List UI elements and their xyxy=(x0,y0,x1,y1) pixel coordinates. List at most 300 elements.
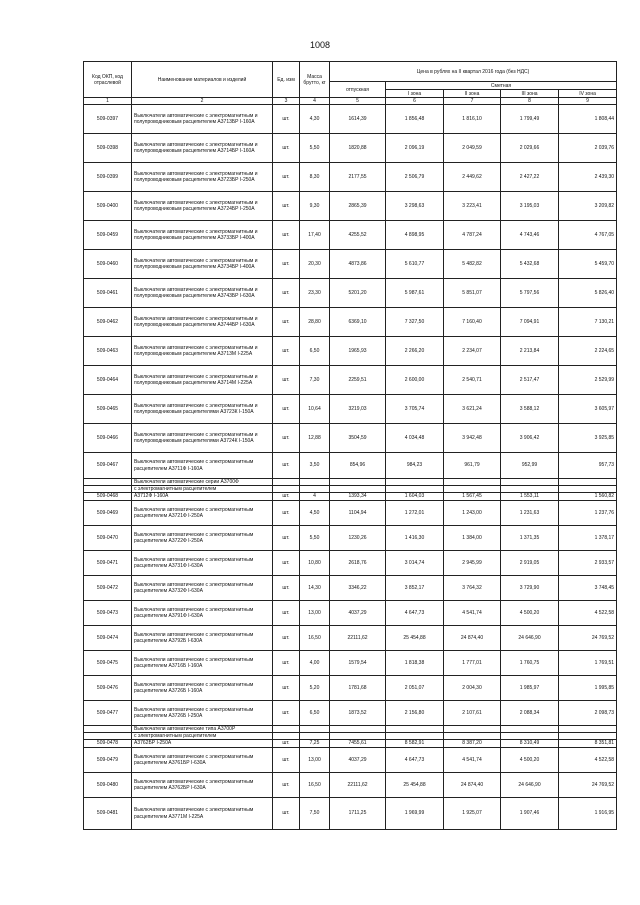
cell-unit: шт. xyxy=(273,601,300,626)
cell-zone-3: 7 094,91 xyxy=(501,308,559,337)
cell-zone-1: 3 014,74 xyxy=(386,551,444,576)
cell-release-price: 1104,94 xyxy=(330,501,386,526)
cell-mass: 4,50 xyxy=(300,501,330,526)
cell-name: Выключатели автоматические с электромагнитным и полупроводниковым расцепителем А3724БР I-250А xyxy=(132,192,273,221)
cell-unit: шт. xyxy=(273,676,300,701)
column-number: 2 xyxy=(132,98,273,105)
cell-zone-2: 5 851,07 xyxy=(444,279,501,308)
cell-mass: 6,50 xyxy=(300,701,330,726)
cell-zone-2: 2 234,07 xyxy=(444,337,501,366)
cell-zone-2: 1 777,01 xyxy=(444,651,501,676)
cell-mass: 7,30 xyxy=(300,366,330,395)
header-code: Код ОКП, код отраслевой xyxy=(84,62,132,98)
cell-zone-2: 1 567,45 xyxy=(444,493,501,501)
section-heading: с электромагнитным расцепителем xyxy=(132,733,273,740)
empty-cell xyxy=(559,733,617,740)
column-number: 5 xyxy=(330,98,386,105)
cell-zone-3: 2 213,84 xyxy=(501,337,559,366)
empty-cell xyxy=(501,733,559,740)
table-row xyxy=(84,308,617,337)
cell-code: 509-0474 xyxy=(84,626,132,651)
cell-zone-3: 1 553,11 xyxy=(501,493,559,501)
cell-release-price: 1230,26 xyxy=(330,526,386,551)
cell-code: 509-0463 xyxy=(84,337,132,366)
empty-cell xyxy=(330,486,386,493)
cell-zone-2: 8 387,20 xyxy=(444,740,501,748)
cell-unit: шт. xyxy=(273,526,300,551)
table-row xyxy=(84,192,617,221)
cell-zone-4: 957,73 xyxy=(559,453,617,479)
empty-cell xyxy=(386,486,444,493)
cell-zone-2: 4 541,74 xyxy=(444,748,501,773)
cell-name: Выключатели автоматические с электромагнитным и полупроводниковым расцепителями А3724К I-150А xyxy=(132,424,273,453)
cell-zone-2: 3 764,32 xyxy=(444,576,501,601)
cell-zone-4: 8 351,81 xyxy=(559,740,617,748)
cell-unit: шт. xyxy=(273,798,300,830)
cell-release-price: 4037,29 xyxy=(330,601,386,626)
cell-zone-1: 2 096,19 xyxy=(386,134,444,163)
cell-mass: 3,50 xyxy=(300,453,330,479)
column-number: 9 xyxy=(559,98,617,105)
cell-zone-2: 1 925,07 xyxy=(444,798,501,830)
cell-zone-4: 4 522,58 xyxy=(559,748,617,773)
cell-zone-2: 1 384,00 xyxy=(444,526,501,551)
cell-unit: шт. xyxy=(273,424,300,453)
cell-release-price: 5201,20 xyxy=(330,279,386,308)
cell-code: 509-0469 xyxy=(84,501,132,526)
cell-zone-1: 2 266,20 xyxy=(386,337,444,366)
cell-name: Выключатели автоматические с электромагнитным расцепителем А3761БР I-630А xyxy=(132,748,273,773)
cell-zone-3: 1 985,97 xyxy=(501,676,559,701)
table-row xyxy=(84,626,617,651)
table-row xyxy=(84,134,617,163)
header-release-price: отпускная xyxy=(330,82,386,98)
cell-code: 509-0460 xyxy=(84,250,132,279)
cell-zone-2: 2 107,61 xyxy=(444,701,501,726)
cell-mass: 17,40 xyxy=(300,221,330,250)
empty-cell xyxy=(559,486,617,493)
cell-zone-1: 2 051,07 xyxy=(386,676,444,701)
cell-release-price: 22111,62 xyxy=(330,773,386,798)
cell-zone-1: 3 298,63 xyxy=(386,192,444,221)
cell-unit: шт. xyxy=(273,279,300,308)
cell-release-price: 4255,52 xyxy=(330,221,386,250)
header-price-group: Цена в рублях на II квартал 2016 года (без НДС) xyxy=(330,62,617,82)
cell-release-price: 1579,54 xyxy=(330,651,386,676)
header-zone-3: III зона xyxy=(501,90,559,98)
empty-cell xyxy=(386,733,444,740)
section-code-cell xyxy=(84,479,132,486)
cell-zone-1: 25 454,88 xyxy=(386,773,444,798)
cell-zone-3: 3 195,03 xyxy=(501,192,559,221)
cell-release-price: 4873,86 xyxy=(330,250,386,279)
section-heading: Выключатели автоматические серии А3700Ф xyxy=(132,479,273,486)
cell-unit: шт. xyxy=(273,105,300,134)
cell-release-price: 7455,61 xyxy=(330,740,386,748)
cell-zone-2: 7 160,40 xyxy=(444,308,501,337)
cell-release-price: 1873,52 xyxy=(330,701,386,726)
column-number: 4 xyxy=(300,98,330,105)
cell-release-price: 6369,10 xyxy=(330,308,386,337)
cell-zone-2: 3 621,24 xyxy=(444,395,501,424)
cell-mass: 13,00 xyxy=(300,748,330,773)
cell-name: Выключатели автоматические с электромагнитным и полупроводниковым расцепителем А3714М I-225А xyxy=(132,366,273,395)
cell-mass: 5,50 xyxy=(300,134,330,163)
cell-zone-4: 7 130,21 xyxy=(559,308,617,337)
empty-cell xyxy=(273,733,300,740)
cell-zone-1: 1 272,01 xyxy=(386,501,444,526)
cell-zone-3: 3 588,12 xyxy=(501,395,559,424)
empty-cell xyxy=(300,733,330,740)
cell-unit: шт. xyxy=(273,453,300,479)
cell-code: 509-0470 xyxy=(84,526,132,551)
cell-mass: 12,88 xyxy=(300,424,330,453)
column-number-row xyxy=(84,98,617,105)
cell-zone-1: 4 034,48 xyxy=(386,424,444,453)
empty-cell xyxy=(300,486,330,493)
table-body xyxy=(84,105,617,830)
cell-zone-4: 1 560,82 xyxy=(559,493,617,501)
cell-zone-3: 24 646,90 xyxy=(501,773,559,798)
cell-zone-1: 2 600,00 xyxy=(386,366,444,395)
section-code-cell xyxy=(84,486,132,493)
cell-release-price: 1820,88 xyxy=(330,134,386,163)
cell-unit: шт. xyxy=(273,134,300,163)
cell-name: Выключатели автоматические с электромагнитным расцепителем А3792Б I-630А xyxy=(132,626,273,651)
table-row xyxy=(84,651,617,676)
empty-cell xyxy=(330,479,386,486)
cell-zone-4: 2 098,73 xyxy=(559,701,617,726)
cell-mass: 4,00 xyxy=(300,651,330,676)
cell-zone-4: 3 925,85 xyxy=(559,424,617,453)
cell-unit: шт. xyxy=(273,748,300,773)
empty-cell xyxy=(501,486,559,493)
empty-cell xyxy=(559,479,617,486)
cell-unit: шт. xyxy=(273,740,300,748)
cell-release-price: 1393,34 xyxy=(330,493,386,501)
cell-release-price: 2259,51 xyxy=(330,366,386,395)
cell-zone-4: 1 237,76 xyxy=(559,501,617,526)
cell-code: 509-0399 xyxy=(84,163,132,192)
page-number: 1008 xyxy=(309,40,331,50)
cell-code: 509-0400 xyxy=(84,192,132,221)
cell-zone-2: 4 541,74 xyxy=(444,601,501,626)
empty-cell xyxy=(444,726,501,733)
column-number: 1 xyxy=(84,98,132,105)
cell-zone-2: 4 787,24 xyxy=(444,221,501,250)
cell-release-price: 3504,59 xyxy=(330,424,386,453)
cell-release-price: 2618,76 xyxy=(330,551,386,576)
cell-name: Выключатели автоматические с электромагнитным расцепителем А3721Ф I-250А xyxy=(132,501,273,526)
cell-zone-4: 3 209,82 xyxy=(559,192,617,221)
cell-unit: шт. xyxy=(273,221,300,250)
cell-mass: 7,25 xyxy=(300,740,330,748)
empty-cell xyxy=(330,733,386,740)
cell-unit: шт. xyxy=(273,501,300,526)
table-row xyxy=(84,798,617,830)
cell-code: 509-0473 xyxy=(84,601,132,626)
header-zone-2: II зона xyxy=(444,90,501,98)
cell-release-price: 22111,62 xyxy=(330,626,386,651)
cell-zone-4: 1 995,85 xyxy=(559,676,617,701)
cell-zone-1: 5 610,77 xyxy=(386,250,444,279)
cell-mass: 8,30 xyxy=(300,163,330,192)
cell-zone-3: 1 231,63 xyxy=(501,501,559,526)
cell-unit: шт. xyxy=(273,366,300,395)
cell-unit: шт. xyxy=(273,163,300,192)
cell-zone-2: 2 945,99 xyxy=(444,551,501,576)
cell-zone-3: 2 427,22 xyxy=(501,163,559,192)
cell-unit: шт. xyxy=(273,701,300,726)
cell-name: А3762БР I-250А xyxy=(132,740,273,748)
empty-cell xyxy=(273,486,300,493)
cell-name: Выключатели автоматические с электромагнитным расцепителем А3722Ф I-250А xyxy=(132,526,273,551)
table-row xyxy=(84,748,617,773)
cell-code: 509-0477 xyxy=(84,701,132,726)
table-row xyxy=(84,501,617,526)
cell-zone-2: 1 243,00 xyxy=(444,501,501,526)
cell-zone-4: 2 529,99 xyxy=(559,366,617,395)
cell-zone-4: 4 767,05 xyxy=(559,221,617,250)
cell-name: Выключатели автоматические с электромагнитным расцепителем А3762БР I-630А xyxy=(132,773,273,798)
cell-mass: 16,50 xyxy=(300,773,330,798)
cell-zone-2: 3 942,48 xyxy=(444,424,501,453)
table-row xyxy=(84,366,617,395)
cell-zone-3: 4 500,20 xyxy=(501,748,559,773)
cell-mass: 14,30 xyxy=(300,576,330,601)
cell-unit: шт. xyxy=(273,395,300,424)
cell-zone-1: 4 898,95 xyxy=(386,221,444,250)
table-row xyxy=(84,773,617,798)
cell-zone-3: 2 029,66 xyxy=(501,134,559,163)
cell-name: Выключатели автоматические с электромагнитным расцепителем А3716Б I-160А xyxy=(132,651,273,676)
cell-code: 509-0397 xyxy=(84,105,132,134)
table-row xyxy=(84,601,617,626)
header-zone-4: IV зона xyxy=(559,90,617,98)
cell-name: Выключатели автоматические с электромагнитным и полупроводниковым расцепителем А3744БР I-630А xyxy=(132,308,273,337)
cell-zone-1: 2 156,80 xyxy=(386,701,444,726)
cell-release-price: 854,96 xyxy=(330,453,386,479)
cell-mass: 5,50 xyxy=(300,526,330,551)
cell-mass: 20,30 xyxy=(300,250,330,279)
cell-code: 509-0476 xyxy=(84,676,132,701)
cell-name: Выключатели автоматические с электромагнитным расцепителем А3731Ф I-630А xyxy=(132,551,273,576)
header-zone-1: I зона xyxy=(386,90,444,98)
cell-code: 509-0481 xyxy=(84,798,132,830)
cell-zone-3: 5 797,56 xyxy=(501,279,559,308)
cell-code: 509-0468 xyxy=(84,493,132,501)
cell-zone-3: 24 646,90 xyxy=(501,626,559,651)
table-header xyxy=(84,62,617,105)
cell-zone-3: 1 760,75 xyxy=(501,651,559,676)
cell-zone-2: 24 874,40 xyxy=(444,626,501,651)
empty-cell xyxy=(444,479,501,486)
table-row xyxy=(84,453,617,479)
empty-cell xyxy=(273,479,300,486)
cell-zone-2: 3 223,41 xyxy=(444,192,501,221)
cell-zone-1: 984,23 xyxy=(386,453,444,479)
section-heading-row xyxy=(84,486,617,493)
cell-zone-4: 24 769,52 xyxy=(559,773,617,798)
column-number: 6 xyxy=(386,98,444,105)
cell-code: 509-0475 xyxy=(84,651,132,676)
table-row xyxy=(84,740,617,748)
cell-zone-1: 1 856,48 xyxy=(386,105,444,134)
cell-zone-1: 3 852,17 xyxy=(386,576,444,601)
column-number: 8 xyxy=(501,98,559,105)
cell-zone-4: 3 748,45 xyxy=(559,576,617,601)
table-row xyxy=(84,424,617,453)
cell-name: Выключатели автоматические с электромагнитным расцепителем А3771М I-225А xyxy=(132,798,273,830)
cell-zone-1: 2 506,79 xyxy=(386,163,444,192)
section-heading-row xyxy=(84,733,617,740)
table-row xyxy=(84,337,617,366)
cell-code: 509-0398 xyxy=(84,134,132,163)
cell-unit: шт. xyxy=(273,337,300,366)
empty-cell xyxy=(444,486,501,493)
cell-unit: шт. xyxy=(273,308,300,337)
cell-mass: 4,30 xyxy=(300,105,330,134)
table-row xyxy=(84,250,617,279)
cell-mass: 7,50 xyxy=(300,798,330,830)
cell-zone-2: 24 874,40 xyxy=(444,773,501,798)
cell-zone-3: 1 907,46 xyxy=(501,798,559,830)
cell-release-price: 3346,22 xyxy=(330,576,386,601)
cell-mass: 4 xyxy=(300,493,330,501)
price-table xyxy=(83,61,617,830)
cell-zone-3: 4 743,46 xyxy=(501,221,559,250)
section-heading: с электромагнитным расцепителем xyxy=(132,486,273,493)
cell-zone-4: 5 826,40 xyxy=(559,279,617,308)
cell-zone-3: 5 432,68 xyxy=(501,250,559,279)
cell-unit: шт. xyxy=(273,250,300,279)
cell-zone-3: 8 310,49 xyxy=(501,740,559,748)
empty-cell xyxy=(300,479,330,486)
header-unit: Ед. изм xyxy=(273,62,300,98)
cell-unit: шт. xyxy=(273,576,300,601)
cell-zone-1: 5 987,61 xyxy=(386,279,444,308)
cell-mass: 23,30 xyxy=(300,279,330,308)
cell-zone-1: 1 604,03 xyxy=(386,493,444,501)
section-heading-row xyxy=(84,479,617,486)
cell-release-price: 1711,25 xyxy=(330,798,386,830)
cell-name: Выключатели автоматические с электромагнитным и полупроводниковым расцепителями А3723К I-150А xyxy=(132,395,273,424)
section-code-cell xyxy=(84,726,132,733)
cell-zone-4: 2 039,76 xyxy=(559,134,617,163)
cell-release-price: 3219,03 xyxy=(330,395,386,424)
table-row xyxy=(84,526,617,551)
cell-mass: 6,50 xyxy=(300,337,330,366)
empty-cell xyxy=(273,726,300,733)
cell-zone-4: 24 769,52 xyxy=(559,626,617,651)
cell-code: 509-0464 xyxy=(84,366,132,395)
table-row xyxy=(84,395,617,424)
cell-zone-1: 8 582,91 xyxy=(386,740,444,748)
empty-cell xyxy=(300,726,330,733)
cell-mass: 28,80 xyxy=(300,308,330,337)
header-name: Наименование материалов и изделий xyxy=(132,62,273,98)
empty-cell xyxy=(386,726,444,733)
cell-unit: шт. xyxy=(273,651,300,676)
section-heading: Выключатели автоматические типа А3700Р xyxy=(132,726,273,733)
table-row xyxy=(84,279,617,308)
cell-unit: шт. xyxy=(273,626,300,651)
cell-zone-1: 1 818,38 xyxy=(386,651,444,676)
table-row xyxy=(84,221,617,250)
cell-name: Выключатели автоматические с электромагнитным и полупроводниковым расцепителем А3713БР I-160А xyxy=(132,105,273,134)
cell-zone-4: 2 224,65 xyxy=(559,337,617,366)
cell-name: Выключатели автоматические с электромагнитным расцепителем А3791Ф I-630А xyxy=(132,601,273,626)
column-number: 3 xyxy=(273,98,300,105)
cell-name: Выключатели автоматические с электромагнитным расцепителем А3726Б I-250А xyxy=(132,701,273,726)
cell-zone-4: 1 378,17 xyxy=(559,526,617,551)
empty-cell xyxy=(386,479,444,486)
cell-release-price: 4037,29 xyxy=(330,748,386,773)
cell-name: Выключатели автоматические с электромагнитным и полупроводниковым расцепителем А3714БР I-160А xyxy=(132,134,273,163)
cell-code: 509-0480 xyxy=(84,773,132,798)
cell-name: Выключатели автоматические с электромагнитным расцепителем А3726Б I-160А xyxy=(132,676,273,701)
header-mass: Масса брутто, кг xyxy=(300,62,330,98)
cell-release-price: 1965,93 xyxy=(330,337,386,366)
section-heading-row xyxy=(84,726,617,733)
empty-cell xyxy=(559,726,617,733)
cell-zone-3: 2 517,47 xyxy=(501,366,559,395)
cell-name: Выключатели автоматические с электромагнитным расцепителем А3711Ф I-160А xyxy=(132,453,273,479)
cell-code: 509-0472 xyxy=(84,576,132,601)
cell-name: Выключатели автоматические с электромагнитным и полупроводниковым расцепителем А3743БР I-630А xyxy=(132,279,273,308)
table-row xyxy=(84,493,617,501)
cell-zone-4: 1 808,44 xyxy=(559,105,617,134)
cell-zone-1: 3 705,74 xyxy=(386,395,444,424)
cell-zone-4: 3 605,97 xyxy=(559,395,617,424)
empty-cell xyxy=(501,479,559,486)
cell-mass: 13,00 xyxy=(300,601,330,626)
cell-mass: 10,80 xyxy=(300,551,330,576)
cell-zone-3: 1 371,35 xyxy=(501,526,559,551)
cell-zone-3: 952,99 xyxy=(501,453,559,479)
cell-code: 509-0465 xyxy=(84,395,132,424)
cell-mass: 16,50 xyxy=(300,626,330,651)
cell-release-price: 2177,55 xyxy=(330,163,386,192)
cell-code: 509-0461 xyxy=(84,279,132,308)
cell-zone-4: 2 933,57 xyxy=(559,551,617,576)
cell-code: 509-0459 xyxy=(84,221,132,250)
cell-zone-4: 1 916,95 xyxy=(559,798,617,830)
cell-code: 509-0478 xyxy=(84,740,132,748)
cell-zone-3: 1 799,49 xyxy=(501,105,559,134)
cell-zone-1: 25 454,88 xyxy=(386,626,444,651)
cell-zone-1: 7 327,50 xyxy=(386,308,444,337)
cell-zone-4: 4 522,58 xyxy=(559,601,617,626)
cell-zone-2: 2 004,30 xyxy=(444,676,501,701)
cell-zone-2: 2 049,59 xyxy=(444,134,501,163)
cell-zone-2: 5 482,82 xyxy=(444,250,501,279)
header-estimate: Сметная xyxy=(386,82,617,90)
cell-code: 509-0462 xyxy=(84,308,132,337)
section-code-cell xyxy=(84,733,132,740)
cell-zone-1: 4 647,73 xyxy=(386,748,444,773)
cell-mass: 10,64 xyxy=(300,395,330,424)
cell-name: Выключатели автоматические с электромагнитным и полупроводниковым расцепителем А3733БР I-400А xyxy=(132,221,273,250)
table-row xyxy=(84,676,617,701)
cell-unit: шт. xyxy=(273,192,300,221)
cell-name: Выключатели автоматические с электромагнитным и полупроводниковым расцепителем А3713М I-225А xyxy=(132,337,273,366)
cell-zone-1: 1 416,30 xyxy=(386,526,444,551)
cell-zone-3: 4 500,20 xyxy=(501,601,559,626)
cell-code: 509-0479 xyxy=(84,748,132,773)
cell-name: Выключатели автоматические с электромагнитным и полупроводниковым расцепителем А3734БР I-400А xyxy=(132,250,273,279)
empty-cell xyxy=(330,726,386,733)
